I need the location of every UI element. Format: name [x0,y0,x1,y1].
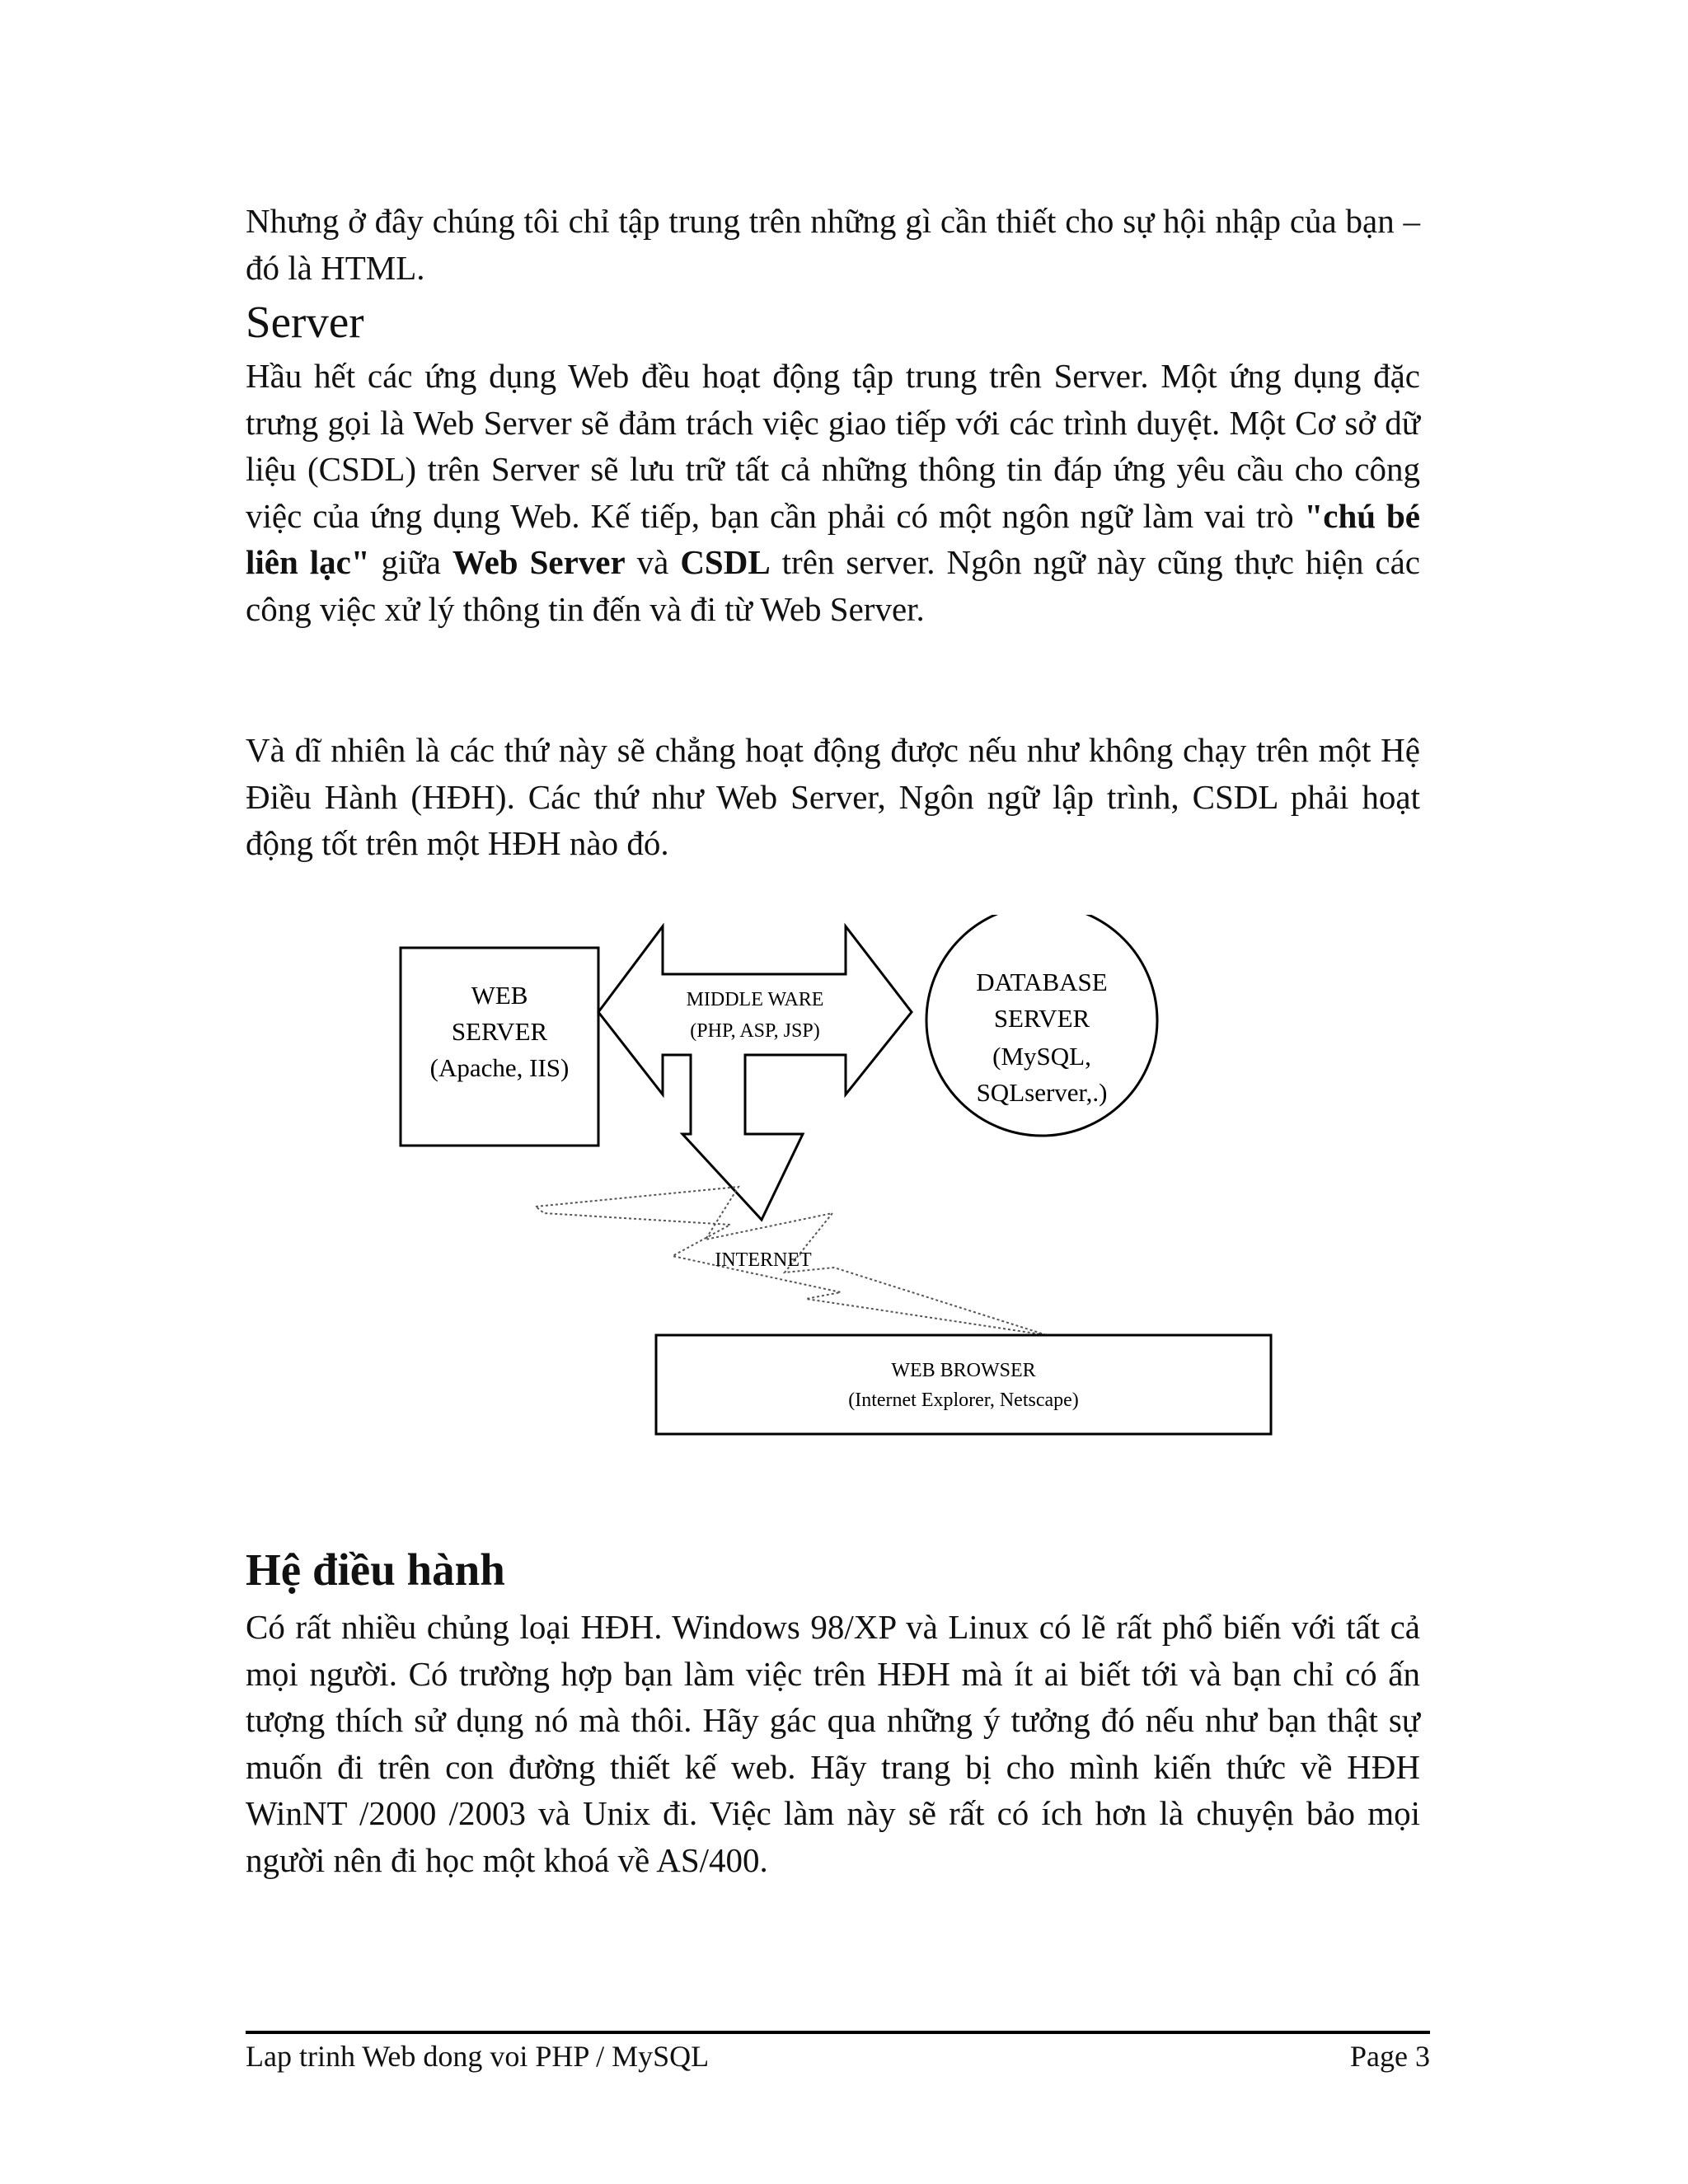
intro-paragraph: Nhưng ở đây chúng tôi chỉ tập trung trên những gì cần thiết cho sự hội nhập của bạn – đó là HTML. [246,202,1420,287]
web-server-label-1: WEB [471,981,528,1010]
server-p1-bold-csdl: CSDL [680,543,771,582]
server-p1-text-e: và [625,543,681,582]
middleware-label-2: (PHP, ASP, JSP) [690,1020,820,1042]
footer-page-number: Page 3 [1350,2040,1430,2073]
architecture-diagram [363,915,1286,1459]
server-p1-bold-webserver: Web Server [452,543,626,582]
server-p1-text-a: Hầu hết các ứng dụng Web đều hoạt động tập trung trên Server. Một ứng dụng đặc trưng gọi là Web Server sẽ đảm trách việc giao tiếp với các trình duyệt. Một Cơ sở dữ liệu (CSDL) trên Server sẽ lưu trữ tất cả những thông tin đáp ứng yêu cầu cho công việc của ứng dụng Web. Kế tiếp, bạn cần phải có một ngôn ngữ làm vai trò [246,357,1420,535]
web-server-label-3: (Apache, IIS) [429,1053,570,1082]
web-browser-label-1: WEB BROWSER [891,1360,1036,1381]
middleware-arrow [598,926,912,1220]
database-label-1: DATABASE [976,968,1108,996]
os-paragraph: Có rất nhiều chủng loại HĐH. Windows 98/XP và Linux có lẽ rất phổ biến với tất cả mọi người. Có trường hợp bạn làm việc trên HĐH mà ít ai biết tới và bạn chỉ có ấn tượng thích sử dụng nó mà thôi. Hãy gác qua những ý tưởng đó nếu như bạn thật sự muốn đi trên con đường thiết kế web. Hãy trang bị cho mình kiến thức về HĐH WinNT /2000 /2003 và Unix đi. Việc làm này sẽ rất có ích hơn là chuyện bảo mọi người nên đi học một khoá về AS/400. [246,1608,1420,1879]
footer-rule [246,2031,1430,2034]
server-p1-text-g: trên server. Ngôn ngữ này cũng thực hiện các công việc xử lý thông tin đến và đi từ Web Server. [246,543,1421,628]
middleware-label-1: MIDDLE WARE [686,989,824,1010]
os-heading: Hệ điều hành [246,1544,505,1595]
footer-title: Lap trinh Web dong voi PHP / MySQL [246,2040,710,2073]
web-server-label-2: SERVER [451,1017,548,1046]
internet-label: INTERNET [715,1249,812,1271]
web-server-box [401,948,598,1146]
web-browser-box [656,1335,1271,1434]
database-label-2: SERVER [993,1004,1090,1033]
database-label-4: SQLserver,.) [976,1078,1108,1107]
server-paragraph-1 [246,353,1420,633]
server-p1-bold-messenger: "chú bé liên lạc" [246,496,1420,582]
server-heading: Server [246,297,364,347]
server-p1-text-c: giữa [369,543,452,582]
database-label-3: (MySQL, [992,1042,1091,1071]
web-browser-label-2: (Internet Explorer, Netscape) [848,1390,1079,1411]
server-paragraph-2: Và dĩ nhiên là các thứ này sẽ chẳng hoạt động được nếu như không chạy trên một Hệ Điều Hành (HĐH). Các thứ như Web Server, Ngôn ngữ lập trình, CSDL phải hoạt động tốt trên một HĐH nào đó. [246,731,1420,863]
